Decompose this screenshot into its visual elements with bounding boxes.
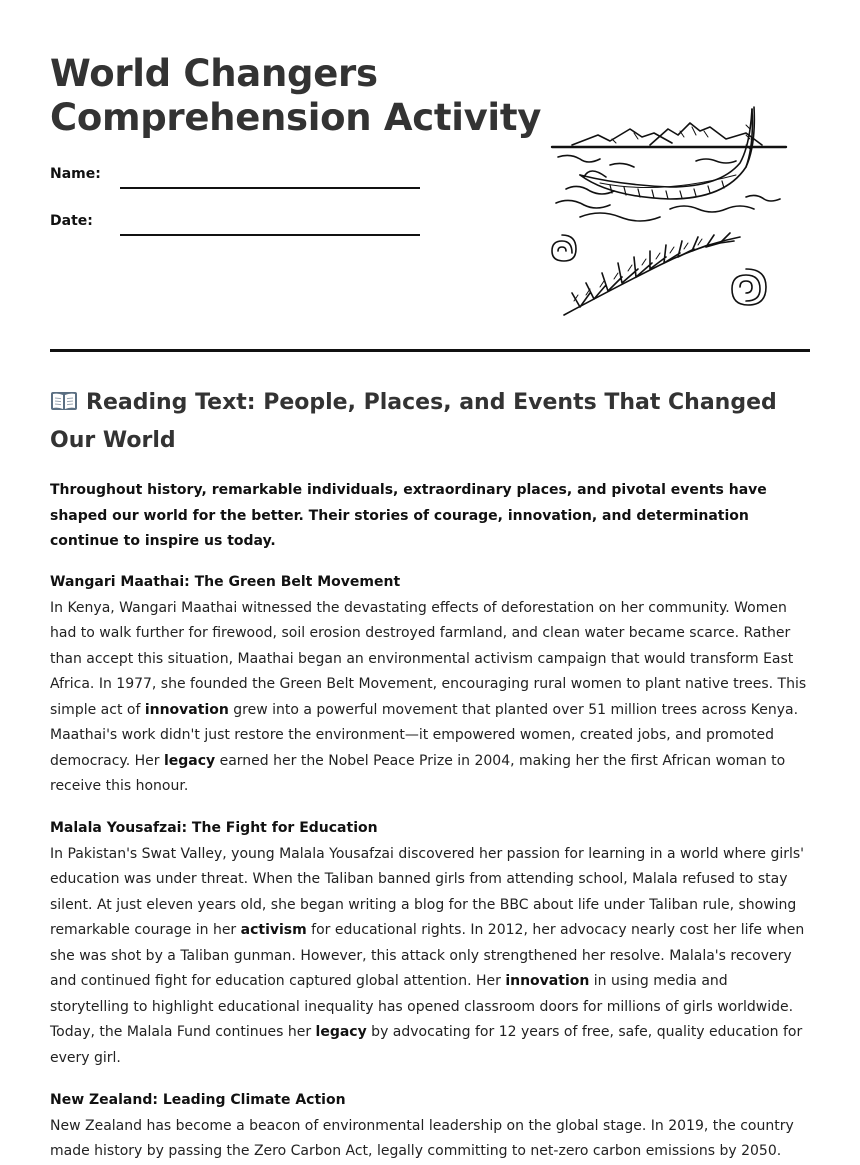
section-wangari-maathai — [50, 570, 810, 800]
mountains-icon — [572, 123, 762, 145]
date-label: Date: — [50, 213, 93, 229]
koru-spiral-icon — [552, 235, 766, 305]
name-field[interactable] — [120, 187, 420, 189]
section-title: Wangari Maathai: The Green Belt Movement — [50, 574, 401, 590]
keyword-innovation: innovation — [505, 973, 590, 989]
date-field[interactable] — [120, 234, 420, 236]
section-body: In Pakistan's Swat Valley, young Malala Yousafzai discovered her passion for learning in a world where girls' education was under threat. When the Taliban banned girls from attending school, Malala refused to stay silent. At just eleven years old, she began writing a blog for the BBC about life under Taliban rule, showing remarkable courage in her activism for educational rights. In 2012, her advocacy nearly cost her life when she was shot by a Taliban gunman. However, this attack only strengthened her resolve. Malala's recovery and continued fight for education captured global attention. Her innovation in using media and storytelling to highlight educational inequality has opened classroom doors for millions of girls worldwide. Today, the Malala Fund continues her legacy by advocating for 12 years of free, safe, quality education for every girl. — [50, 845, 805, 1066]
keyword-activism: activism — [240, 922, 307, 938]
name-label: Name: — [50, 166, 101, 182]
title-line-2: Comprehension Activity — [50, 96, 542, 139]
worksheet-title — [50, 52, 541, 140]
silver-fern-icon — [564, 233, 740, 315]
section-body: New Zealand has become a beacon of environmental leadership on the global stage. In 2019, the country made history by passing the Zero Carbon Act, legally committing to net-zero carbon emissions by 2050. — [50, 1117, 794, 1159]
keyword-legacy: legacy — [315, 1024, 367, 1040]
header-divider — [50, 349, 810, 352]
section-body: In Kenya, Wangari Maathai witnessed the devastating effects of deforestation on her community. Women had to walk further for firewood, soil erosion destroyed farmland, and clean water became scarce. Rather than accept this situation, Maathai began an environmental activism campaign that would transform East Africa. In 1977, she founded the Green Belt Movement, encouraging rural women to plant native trees. This simple act of innovation grew into a powerful movement that planted over 51 million trees across Kenya. Maathai's work didn't just restore the environment—it empowered women, created jobs, and promoted democracy. Her legacy earned her the Nobel Peace Prize in 2004, making her the first African woman to receive this honour. — [50, 599, 807, 794]
section-title: New Zealand: Leading Climate Action — [50, 1092, 346, 1108]
reading-heading — [50, 384, 810, 460]
keyword-innovation: innovation — [144, 701, 229, 718]
waka-canoe-icon — [580, 107, 754, 199]
reading-intro: Throughout history, remarkable individuals, extraordinary places, and pivotal events have shaped our world for the better. Their stories of courage, innovation, and determination continue to inspire us today. — [50, 482, 767, 549]
keyword-legacy: legacy — [163, 752, 216, 769]
section-new-zealand — [50, 1088, 810, 1165]
title-line-1: World Changers — [50, 52, 378, 95]
reading-heading-text: Reading Text: People, Places, and Events That Changed Our World — [50, 390, 777, 453]
section-title: Malala Yousafzai: The Fight for Education — [50, 820, 378, 836]
waka-illustration — [550, 105, 790, 320]
book-icon — [50, 390, 78, 412]
section-malala-yousafzai — [50, 816, 810, 1071]
